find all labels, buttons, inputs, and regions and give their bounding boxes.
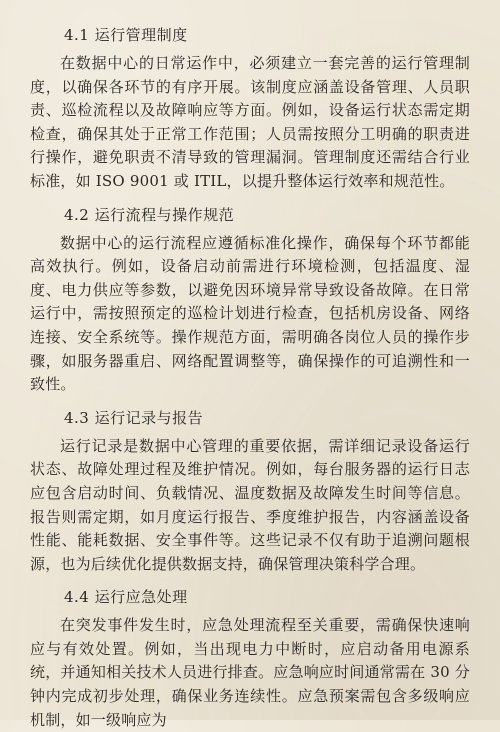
section-paragraph: 数据中心的运行流程应遵循标准化操作，确保每个环节都能高效执行。例如，设备启动前需进行环境检测，包括温度、湿度、电力供应等参数，以避免因环境异常导致设备故障。在日常运行中，需按照预定的巡检计划进行检查，包括机房设备、网络连接、安全系统等。操作规范方面，需明确各岗位人员的操作步骤，如服务器重启、网络配置调整等，确保操作的可追溯性和一致性。: [30, 233, 470, 394]
section-4-3: [30, 403, 470, 577]
section-4-4: [30, 582, 470, 732]
section-4-1: [30, 20, 470, 194]
section-heading: 4.1 运行管理制度: [64, 26, 188, 44]
section-heading: 4.2 运行流程与操作规范: [64, 205, 235, 224]
section-heading: 4.3 运行记录与报告: [64, 408, 204, 427]
section-paragraph: 在数据中心的日常运作中，必须建立一套完善的运行管理制度，以确保各环节的有序开展。该制度应涵盖设备管理、人员职责、巡检流程以及故障响应等方面。例如，设备运行状态需定期检查，确保其处于正常工作范围；人员需按照分工明确的职责进行操作，避免职责不清导致的管理漏洞。管理制度还需结合行业标准，如 ISO 9001 或 ITIL，以提升整体运行效率和规范性。: [30, 54, 470, 190]
section-paragraph: 运行记录是数据中心管理的重要依据，需详细记录设备运行状态、故障处理过程及维护情况。例如，每台服务器的运行日志应包含启动时间、负载情况、温度数据及故障发生时间等信息。报告则需定期，如月度运行报告、季度维护报告，内容涵盖设备性能、能耗数据、安全事件等。这些记录不仅有助于追溯问题根源，也为后续优化提供数据支持，确保管理决策科学合理。: [30, 436, 470, 573]
section-4-2: [30, 200, 470, 397]
section-heading: 4.4 运行应急处理: [64, 588, 188, 607]
section-paragraph: 在突发事件发生时，应急处理流程至关重要，需确保快速响应与有效处置。例如，当出现电力中断时，应启动备用电源系统，并通知相关技术人员进行排查。应急响应时间通常需在 30 分钟内完成初步处理，确保业务连续性。应急预案需包含多级响应机制，如一级响应为: [30, 616, 470, 729]
